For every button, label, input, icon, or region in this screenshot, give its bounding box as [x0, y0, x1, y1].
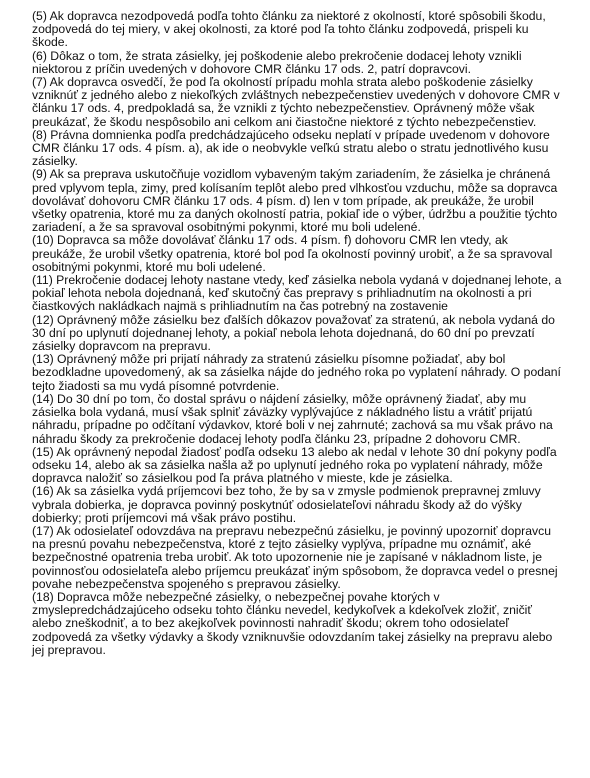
- paragraph-7: (7) Ak dopravca osvedčí, že pod ľa okolností prípadu mohla strata alebo poškodenie zásielky vzniknúť z jedného alebo z niekoľkých zvláštnych nebezpečenstiev uvedených v dohovore CMR v článku 17 ods. 4, predpokladá sa, že vznikli z týchto nebezpečenstiev. Oprávnený môže však preukázať, že škodu nespôsobilo ani celkom ani čiastočne niektoré z týchto nebezpečenstiev.: [32, 75, 560, 129]
- paragraph-12: (12) Oprávnený môže zásielku bez ďalších dôkazov považovať za stratenú, ak nebola vydaná do 30 dní po uplynutí dojednanej lehoty, a pokiaľ nebola lehota dojednaná, do 60 dní po prevzatí zásielky dopravcom na prepravu.: [32, 312, 555, 354]
- paragraph-17: (17) Ak odosielateľ odovzdáva na prepravu nebezpečnú zásielku, je povinný upozorniť dopravcu na presnú povahu nebezpečenstva, ktoré z tejto zásielky vyplýva, prípadne mu oznámiť, aké bezpečnostné opatrenia treba urobiť. Ak toto upozornenie nie je zapísané v nákladnom liste, je povinnosťou odosielateľa alebo príjemcu preukázať iným spôsobom, že dopravca vedel o presnej povahe nebezpečenstva spojeného s prepravou zásielky.: [32, 523, 558, 591]
- paragraph-10: (10) Dopravca sa môže dovolávať článku 17 ods. 4 písm. f) dohovoru CMR len vtedy, ak preukáže, že urobil všetky opatrenia, ktoré bol pod ľa okolností povinný urobiť, a že sa spravoval osobitnými pokynmi, ktoré mu boli udelené.: [32, 233, 553, 274]
- paragraph-5: (5) Ak dopravca nezodpovedá podľa tohto článku za niektoré z okolností, ktoré spôsobili škodu, zodpovedá do tej miery, v akej okolnosti, za ktoré pod ľa tohto článku zodpovedá, prispeli ku škode.: [32, 9, 546, 50]
- paragraph-13: (13) Oprávnený môže pri prijatí náhrady za stratenú zásielku písomne požiadať, aby bol bezodkladne upovedomený, ak sa zásielka nájde do jedného roka po vyplatení náhrady. O podaní tejto žiadosti sa mu vydá písomné potvrdenie.: [32, 352, 561, 393]
- paragraph-15: (15) Ak oprávnený nepodal žiadosť podľa odseku 13 alebo ak nedal v lehote 30 dní pokyny podľa odseku 14, alebo ak sa zásielka našla až po uplynutí jedného roka po vyplatení náhrady, môže dopravca naložiť so zásielkou pod ľa práva platného v mieste, kde je zásielka.: [32, 444, 557, 486]
- paragraph-8: (8) Právna domnienka podľa predchádzajúceho odseku neplatí v prípade uvedenom v dohovore CMR článku 17 ods. 4 písm. a), ak ide o neobvykle veľkú stratu alebo o stratu jednotlivého kusu zásielky.: [32, 127, 550, 169]
- paragraph-18: (18) Dopravca môže nebezpečné zásielky, o nebezpečnej povahe ktorých v zmyslepredchádzajúceho odseku tohto článku nevedel, kedykoľvek a kdekoľvek zložiť, zničiť alebo zneškodniť, a to bez akejkoľvek povinnosti nahradiť škodu; okrem toho odosielateľ zodpovedá za všetky výdavky a škody vzniknuvšie odovzdaním takej zásielky na prepravu alebo jej prepravou.: [32, 589, 553, 657]
- paragraph-14: (14) Do 30 dní po tom, čo dostal správu o nájdení zásielky, môže oprávnený žiadať, aby mu zásielka bola vydaná, musí však splniť záväzky vyplývajúce z nákladného listu a vrátiť prijatú náhradu, prípadne po odčítaní výdavkov, ktoré boli v nej zahrnuté; zachová sa mu však právo na náhradu škody za prekročenie dodacej lehoty podľa článku 23, prípadne 2 dohovoru CMR.: [32, 391, 553, 446]
- paragraph-9: (9) Ak sa preprava uskutočňuje vozidlom vybaveným takým zariadením, že zásielka je chránená pred vplyvom tepla, zimy, pred kolísaním teplôt alebo pred vlhkosťou vzduchu, môže sa dopravca dovolávať dohovoru CMR článku 17 ods. 4 písm. d) len v tom prípade, ak preukáže, že urobil všetky opatrenia, ktoré mu za daných okolností patria, pokiaľ ide o výber, údržbu a použitie týchto zariadení, a že sa spravoval osobitnými pokynmi, ktoré mu boli udelené.: [32, 167, 558, 235]
- paragraph-11: (11) Prekročenie dodacej lehoty nastane vtedy, keď zásielka nebola vydaná v dojednanej lehote, a pokiaľ lehota nebola dojednaná, keď skutočný čas prepravy s prihliadnutím na okolnosti a pri čiastkových nakládkach najmä s prihliadnutím na čas potrebný na zostavenie: [32, 273, 562, 314]
- document-body: [32, 10, 562, 657]
- paragraph-16: (16) Ak sa zásielka vydá príjemcovi bez toho, že by sa v zmysle podmienok prepravnej zmluvy vybrala dobierka, je dopravca povinný poskytnúť odosielateľovi náhradu škody až do výšky dobierky; proti príjemcovi má však právo postihu.: [32, 484, 541, 525]
- paragraph-6: (6) Dôkaz o tom, že strata zásielky, jej poškodenie alebo prekročenie dodacej lehoty vznikli niektorou z príčin uvedených v dohovore CMR článku 17 ods. 2, patrí dopravcovi.: [32, 48, 522, 76]
